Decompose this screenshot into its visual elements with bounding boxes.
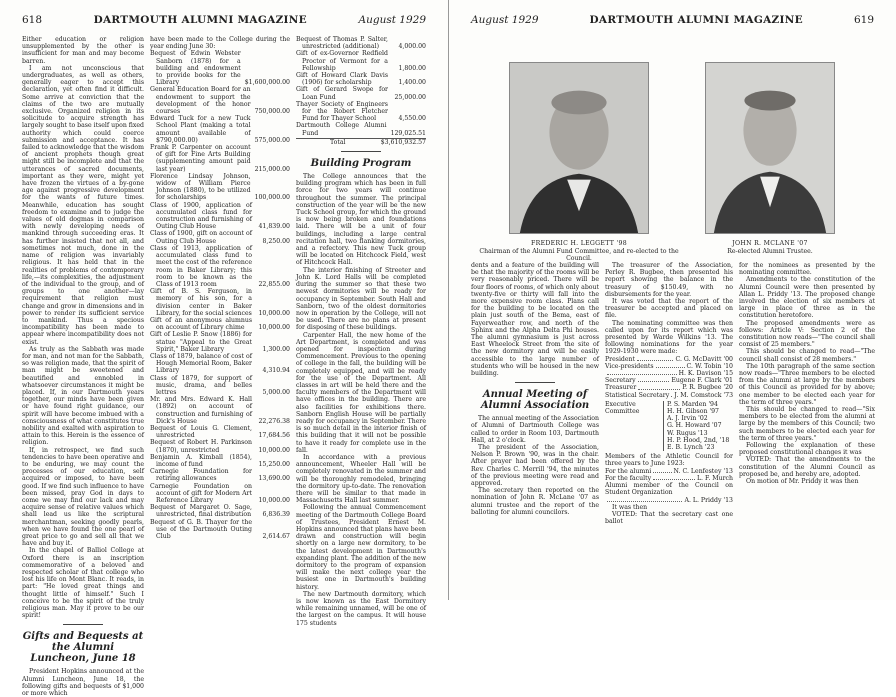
dot-leader xyxy=(653,468,671,473)
nomination-name: Eugene F. Clark '01 xyxy=(671,377,733,385)
gift-row xyxy=(150,439,290,453)
council-name: A. L. Priddy '13 xyxy=(684,496,733,504)
right-column-1 xyxy=(471,262,599,592)
gift-amount: 5,000.00 xyxy=(262,388,290,396)
gift-amount: 25,000.00 xyxy=(394,93,426,101)
portrait-mclane-image xyxy=(706,63,834,233)
left-column-3 xyxy=(296,36,426,627)
executive-member: W. Rugus '13 xyxy=(667,429,708,437)
gift-name: Gift of Gerard Swope for Loan Fund xyxy=(296,86,388,101)
paragraph: The proposed amendments were as follows: Article V: Section 2 of the constitution now reads—"The council shall consist of 25 members." xyxy=(739,319,875,349)
dot-leader xyxy=(607,370,677,375)
gift-name: Class of 1900, application of accumulated class fund for construction and furnishing of Outing Club House xyxy=(150,201,252,231)
annual-meeting-heading: Annual Meeting of Alumni Association xyxy=(480,389,590,412)
dot-leader xyxy=(656,363,685,368)
gift-name: Bequest of Edwin Webster Sanborn (1878) for a building and endowment to provide books for the Library xyxy=(150,50,241,87)
section-divider xyxy=(63,624,103,625)
nomination-row xyxy=(605,377,733,384)
total-label: Total xyxy=(330,138,346,146)
paragraph: VOTED: That the amendments to the constitution of the Alumni Council as proposed be, and hereby are, adopted. xyxy=(739,456,875,478)
paragraph: This should be changed to read—"The council shall consist of 28 members." xyxy=(739,348,875,363)
paragraph: It was then xyxy=(612,503,648,511)
nomination-role: Secretary xyxy=(605,377,636,385)
total-amount: $3,610,932.57 xyxy=(380,138,426,146)
gift-name: Gift of an anonymous alumnus on account of Library chime xyxy=(150,316,252,332)
executive-member: P. S. Marden '94 xyxy=(667,400,718,408)
paragraph: The interior finishing of Streeter and John K. Lord Halls will be completed during the summer so that these two newest dormitories will be ready for occupancy in September. South Hall and Sanborn, two of the oldest dormitories now in operation by the College, will not be used. There are no plans at present for disposing of these buildings. xyxy=(296,266,426,332)
gift-row xyxy=(150,50,290,86)
gift-name: Mr. and Mrs. Edward K. Hall (1892) on account of construction and furnishing of Dick's House xyxy=(150,396,252,425)
gift-amount: 750,000.00 xyxy=(254,108,290,116)
gift-name: Dartmouth College Alumni Fund xyxy=(296,122,387,137)
gift-row xyxy=(296,101,426,123)
right-magazine-title: DARTMOUTH ALUMNI MAGAZINE xyxy=(589,14,803,26)
paragraph: dents and a feature of the building will be that the majority of the rooms will be very reasonably priced. There will be four floors of rooms, of which only about twenty-five or thirty will fall into the more expensive room class. Plans call for the building to be located on the plain just south of the Bema, east of Fayerweather row, and north of the Sphinx and the Alpha Delta Phi houses. The alumni gymnasium is just across East Wheelock Street from the site of the new dormitory and will be easily accessible to the large number of students who will be housed in the new building. xyxy=(471,262,599,378)
caption-mclane xyxy=(685,240,855,255)
nomination-name: C. G. McDavitt '00 xyxy=(675,355,733,363)
gift-row xyxy=(296,122,426,136)
paragraph: The annual meeting of the Association of Alumni of Dartmouth College was called to order in Room 103, Dartmouth Hall, at 2 o'clock. xyxy=(471,415,599,444)
right-column-3 xyxy=(739,262,875,592)
gift-amount: 13,690.00 xyxy=(258,475,290,483)
gift-row xyxy=(150,230,290,244)
executive-member: E. B. Lynch '23 xyxy=(667,444,715,452)
paragraph: The president of the Association, Nelson P. Brown '90, was in the chair. After prayer had been offered by the Rev. Charles C. Merrill '94, the minutes of the previous meeting were read and approved. xyxy=(471,444,599,488)
executive-committee-members xyxy=(663,401,733,451)
gift-row xyxy=(296,72,426,86)
building-heading: Building Program xyxy=(310,158,412,170)
gift-amount: $1,600,000.00 xyxy=(244,79,290,87)
gift-name: Gift of B. S. Ferguson, in memory of his son, for a division center in Baker Library, for the social sciences xyxy=(150,288,252,317)
gift-name: Gift of ex-Governor Redfield Proctor of Vermont for a Fellowship xyxy=(296,50,388,72)
gift-row xyxy=(296,36,426,50)
paragraph: On motion of Mr. Priddy it was then xyxy=(746,478,859,486)
paragraph: Members of the Athletic Council for three years to June 1923: xyxy=(605,453,733,468)
gift-row xyxy=(150,317,290,331)
nomination-row xyxy=(605,392,733,399)
gifts-list-continued xyxy=(296,36,426,137)
council-label: Alumni member of the Council on Student Organization xyxy=(605,482,733,497)
portrait-leggett-image xyxy=(510,63,648,233)
paragraph: The nominating committee was then called upon for its report which was presented by Warde Wilkins '13. The following nominations for the year 1929-1930 were made: xyxy=(605,319,733,356)
paragraph: Following the explanation of these proposed constitutional changes it was xyxy=(739,442,875,457)
gift-name: Frank P. Carpenter on account of gift for Fine Arts Building (supplementing amount paid last year) xyxy=(150,144,251,173)
right-header xyxy=(471,14,874,30)
gift-name: Carnegie Foundation for retiring allowances xyxy=(150,468,252,483)
gift-name: Class of 1879, balance of cost of Hough Memorial Room, Baker Library xyxy=(150,352,252,375)
gifts-list xyxy=(150,50,290,540)
gift-amount: 2,614.67 xyxy=(262,533,290,541)
nomination-role: Vice-presidents xyxy=(605,362,654,370)
gift-row xyxy=(150,202,290,231)
gift-name: Class of 1879, for support of music, drama, and belles lettres xyxy=(150,374,252,396)
gifts-total xyxy=(296,138,426,146)
left-header xyxy=(22,14,426,30)
left-column-1 xyxy=(22,36,145,697)
paragraph: It was voted that the report of the treasurer be accepted and placed on file. xyxy=(605,298,733,320)
gift-amount: 1,400.00 xyxy=(398,79,426,87)
gift-row xyxy=(150,86,290,115)
gift-amount: 41,839.00 xyxy=(258,223,290,231)
nomination-role: Statistical Secretary xyxy=(605,391,670,399)
gift-amount: 15,250.00 xyxy=(258,460,290,468)
left-column-2 xyxy=(150,36,290,592)
portrait-photo-leggett xyxy=(509,62,649,234)
gift-name: General Education Board for an endowment to support the development of the honor courses xyxy=(150,86,251,116)
paragraph: for the nominees as presented by the nominating committee. xyxy=(739,262,875,277)
nomination-role: President xyxy=(605,355,636,363)
nomination-row xyxy=(605,370,733,377)
nomination-name: H. K. Davison '15 xyxy=(678,370,733,378)
gift-row xyxy=(150,245,290,288)
caption-text: Re-elected Alumni Trustee. xyxy=(727,247,813,255)
paragraph: I am not unconscious that undergraduates, as well as others, generally eager to accept this declaration, yet often find it difficult. Some arrive at conviction that the claims of the two are mutually exclusive. Organized religion in its solicitude to acquire strength has largely sought to base itself upon fixed authority which could coerce submission and acceptance. It has failed to acknowledge that the wisdom of ancient prophets though great might still be incomplete and that the utterances of sacred documents, important as they were, might yet have frozen the virtues of a by-gone age against progressive development for the wants of future times. Meanwhile, education has sought freedom to examine and to judge the values of old dogmas in comparison with newly developing needs of mankind through succeeding eras. It has further insisted that not all, and sometimes not much, done in the name of religion was invariably religious. It has held that in the realities of problems of contemporary life,—its complexities, the adjustment of the individual to the group, and of groups to one another—lay requirement that religion must change and grow in dimensions and in power to render its sufficient service to mankind. Thus a specious incompatibility has been made to appear where incompatibility does not exist. xyxy=(22,64,145,346)
executive-member: A. J. Irvin '02 xyxy=(667,415,708,423)
executive-committee-label: Executive Committee xyxy=(605,400,640,416)
gift-row xyxy=(150,468,290,482)
paragraph: The College announces that the building program which has been in full force for two years will continue throughout the summer. The principal construction of the year will be the new Tuck School group, for which the ground is now being broken and foundations laid. There will be a unit of four buildings, including a large central recitation hall, two flanking dormitories, and a refectory. This new Tuck group will be located on Hitchcock Field, west of Hitchcock Hall. xyxy=(296,173,426,267)
gift-row xyxy=(150,519,290,541)
nomination-name: N. C. Lenfestey '13 xyxy=(673,467,733,475)
paragraph: have been made to the College during the year ending June 30: xyxy=(150,36,290,51)
caption-name: JOHN R. MCLANE '07 xyxy=(732,240,808,247)
gifts-heading: Gifts and Bequests at the Alumni Luncheon, June 18 xyxy=(22,631,144,665)
executive-member: H. H. Gibson '97 xyxy=(667,408,719,416)
gift-amount: 215,000.00 xyxy=(254,165,290,173)
gift-name: Bequest of Thomas P. Salter, unrestricted (additional) xyxy=(296,36,388,51)
nomination-row xyxy=(605,363,733,370)
section-divider xyxy=(341,151,381,152)
gift-amount: 10,000.00 xyxy=(258,497,290,504)
paragraph: In the chapel of Balliol College at Oxford there is an inscription commemorative of a beloved and respected scholar of that college who lost his life on Mont Blanc. It reads, in part: "He loved great things and thought little of himself." Such I conceive to be the spirit of the truly religious man. May it prove to be our spirit! xyxy=(22,547,144,620)
dot-leader xyxy=(653,475,695,480)
gift-name: Bequest of G. B. Thayer for the use of the Dartmouth Outing Club xyxy=(150,518,252,541)
paragraph: The secretary then reported on the nomination of John R. McLane '07 as alumni trustee and the report of the balloting for alumni councilors. xyxy=(471,487,599,516)
paragraph: VOTED: That the secretary cast one ballot xyxy=(605,510,733,526)
executive-member: H. P. Hood, 2nd, '18 xyxy=(667,436,730,444)
caption-name: FREDERIC H. LEGGETT '98 xyxy=(531,240,627,247)
gift-row xyxy=(150,353,290,375)
gift-amount: 4,550.00 xyxy=(398,115,426,123)
gift-amount: 575,000.00 xyxy=(254,136,290,144)
gift-name: Class of 1900, gift on account of Outing Club House xyxy=(150,230,252,245)
gift-name: Class of 1913, application of accumulated class fund to meet the cost of the reference room in Baker Library; this room to be known as the Class of 1913 room xyxy=(150,244,252,288)
gift-amount: 129,025.51 xyxy=(390,129,426,137)
gift-row xyxy=(150,173,290,202)
officers-list xyxy=(605,356,733,399)
gift-amount: 17,684.56 xyxy=(258,432,290,440)
paragraph: In accordance with a previous announcement, Wheeler Hall will be completely renovated in the summer and will be thoroughly remodeled, bringing the dormitory up-to-date. The renovation there will be similar to that made in Massachusetts Hall last summer. xyxy=(296,453,426,505)
paragraph: If, in retrospect, we find such tendencies to have been operative and to be enduring, we may count the processes of our education, self acquired or imposed, to have been good. If we find such influence to have been missed, pray God in days to come we may find our lack and may acquire sense of relative values which shall lead us like the scriptural merchantman, seeking goodly pearls, when we have found the one pearl of great price to go and sell all that we have and buy it. xyxy=(22,446,144,548)
gift-row xyxy=(150,483,290,505)
nomination-name: L. F. Murch xyxy=(696,474,733,482)
nomination-row xyxy=(605,356,733,363)
dot-leader xyxy=(638,377,670,382)
dot-leader xyxy=(671,392,672,397)
gift-row xyxy=(150,144,290,173)
nomination-row xyxy=(605,475,733,482)
portrait-photo-mclane xyxy=(705,62,835,234)
gift-amount: 8,250.00 xyxy=(262,237,290,245)
gift-name: Thayer Society of Engineers for the Robert Fletcher Fund for Thayer School xyxy=(296,100,388,123)
left-page-number: 618 xyxy=(22,14,43,26)
caption-leggett xyxy=(479,240,679,263)
paragraph: This should be changed to read—"Six members to be elected from the alumni at large by the members of this Council; two such members to be elected each year for the term of three years." xyxy=(739,406,875,442)
nomination-role: For the faculty xyxy=(605,474,652,482)
gift-name: Bequest of Louis G. Clement, unrestricted xyxy=(150,424,252,440)
gift-name: Gift of Leslie P. Snow (1886) for statue "Appeal to the Great Spirit," Baker Library xyxy=(150,331,252,353)
gift-amount: 10,000.00 xyxy=(258,446,290,454)
nomination-role: Treasurer xyxy=(605,384,637,392)
gift-amount: 4,000.00 xyxy=(398,43,426,51)
gift-amount: 6,836.39 xyxy=(262,511,290,519)
gift-amount: 22,276.38 xyxy=(258,417,290,425)
gift-amount: 1,300.00 xyxy=(262,345,290,353)
paragraph: Amendments to the constitution of the Alumni Council were then presented by Allan L. Priddy '13. The proposed change involved the election of six members at large in place of three as in the constitution heretofore. xyxy=(739,276,875,320)
left-magazine-title: DARTMOUTH ALUMNI MAGAZINE xyxy=(93,14,307,26)
gift-row xyxy=(150,375,290,397)
gift-row xyxy=(150,504,290,518)
gift-row xyxy=(296,86,426,100)
executive-committee xyxy=(605,401,733,451)
paragraph: The new Dartmouth dormitory, which is now known as the East Dormitory while remaining unnamed, will be one of the largest on the campus. It will house 175 students xyxy=(296,590,426,627)
council-entry xyxy=(605,482,733,504)
executive-member: G. H. Howard '07 xyxy=(667,422,722,430)
paragraph: As truly as the Sabbath was made for man, and not man for the Sabbath, so was religion made, that the spirit of man might be sweetened and beautified and ennobled in whatsoever circumstances it might be placed. If, in our Dartmouth years together, our minds have been given or have found right guidance, our spirit will have become imbued with a consciousness of what constitutes true nobility and exalted with aspiration to attain to this. Herein is the essence of religion. xyxy=(22,345,144,447)
right-column-2 xyxy=(605,262,733,592)
gift-row xyxy=(150,425,290,439)
right-issue-date: August 1929 xyxy=(471,14,539,26)
paragraph: The 10th paragraph of the same section now reads—"Three members to be elected from the alumni at large by the members of this Council as provided for by above; one member to be elected each year for the term of three years." xyxy=(739,362,875,406)
nomination-row xyxy=(605,468,733,475)
gift-name: Benjamin A. Kimball (1854), income of fund xyxy=(150,453,252,468)
gift-name: Bequest of Margaret O. Sage, unrestricted, final distribution xyxy=(150,504,252,519)
right-page-number: 619 xyxy=(853,14,874,26)
athletic-council-list xyxy=(605,468,733,482)
gift-name: Florence Lindsay Johnson, widow of William Pierce Johnson (1880), to be utilized for scholarships xyxy=(150,172,251,202)
gift-row xyxy=(150,396,290,425)
paragraph: President Hopkins announced at the Alumni Luncheon, June 18, the following gifts and bequests of $1,000 or more which xyxy=(22,668,144,697)
paragraph: Either education or religion unsupplemented by the other is insufficient for man and may become barren. xyxy=(22,36,144,65)
gift-name: Bequest of Robert H. Parkinson (1870), unrestricted xyxy=(150,439,252,454)
nomination-name: J. M. Comstock '73 xyxy=(674,391,733,399)
gift-amount: 22,855.00 xyxy=(258,280,290,288)
nomination-row xyxy=(605,384,733,391)
gift-row xyxy=(296,50,426,72)
gift-amount: 4,310.94 xyxy=(262,367,290,375)
dot-leader xyxy=(637,356,673,361)
left-issue-date: August 1929 xyxy=(358,14,426,26)
right-page xyxy=(448,0,896,600)
paragraph: Carpenter Hall, the new home of the Art Department, is completed and was opened for inspection during Commencement. Previous to the opening of college in the fall, the building will be completely equipped, and will be ready for the use of the Department. All classes in art will be held there and the faculty members of the Department will have offices in the building. There are also facilities for exhibitions there. Sanborn English House will be partially ready for occupancy in September. There is so much detail in the interior finish of this building that it will not be possible to have it ready for complete use in the fall. xyxy=(296,331,426,454)
gift-row xyxy=(150,288,290,317)
nomination-name: C. W. Tobin '10 xyxy=(686,362,733,370)
section-divider xyxy=(515,382,555,383)
nomination-name: P. R. Bugbee '20 xyxy=(682,384,733,392)
nomination-role: For the alumni xyxy=(605,467,652,475)
paragraph: The treasurer of the Association, Perley R. Bugbee, then presented his report showing the balance in the treasury of $150.49, with no disbursements for the year. xyxy=(605,262,733,298)
gift-amount: 100,000.00 xyxy=(254,194,290,202)
gift-name: Gift of Howard Clark Davis (1906) for scholarship xyxy=(296,72,388,87)
gift-name: Carnegie Foundation on account of gift for Modern Art Reference Library xyxy=(150,482,252,504)
gift-amount: 10,000.00 xyxy=(258,324,290,332)
gift-name: Edward Tuck for a new Tuck School Plant (making a total amount available of $790,000.00) xyxy=(150,115,251,144)
gift-row xyxy=(150,454,290,468)
gift-amount: 1,800.00 xyxy=(398,64,426,72)
caption-text: Chairman of the Alumni Fund Committee, and re-elected to the Council. xyxy=(479,247,679,262)
paragraph: Following the annual Commencement meeting of the Dartmouth College Board of Trustees, President Ernest M. Hopkins announced that plans have been drawn and construction will begin shortly on a large new dormitory, to be the latest development in Dartmouth's expanding plant. The addition of the new dormitory to the program of expansion will make the next college year the busiest one in Dartmouth's building history. xyxy=(296,504,426,591)
gift-row xyxy=(150,115,290,144)
gift-row xyxy=(150,331,290,353)
dot-leader xyxy=(638,384,680,389)
gift-amount: 10,000.00 xyxy=(258,309,290,317)
